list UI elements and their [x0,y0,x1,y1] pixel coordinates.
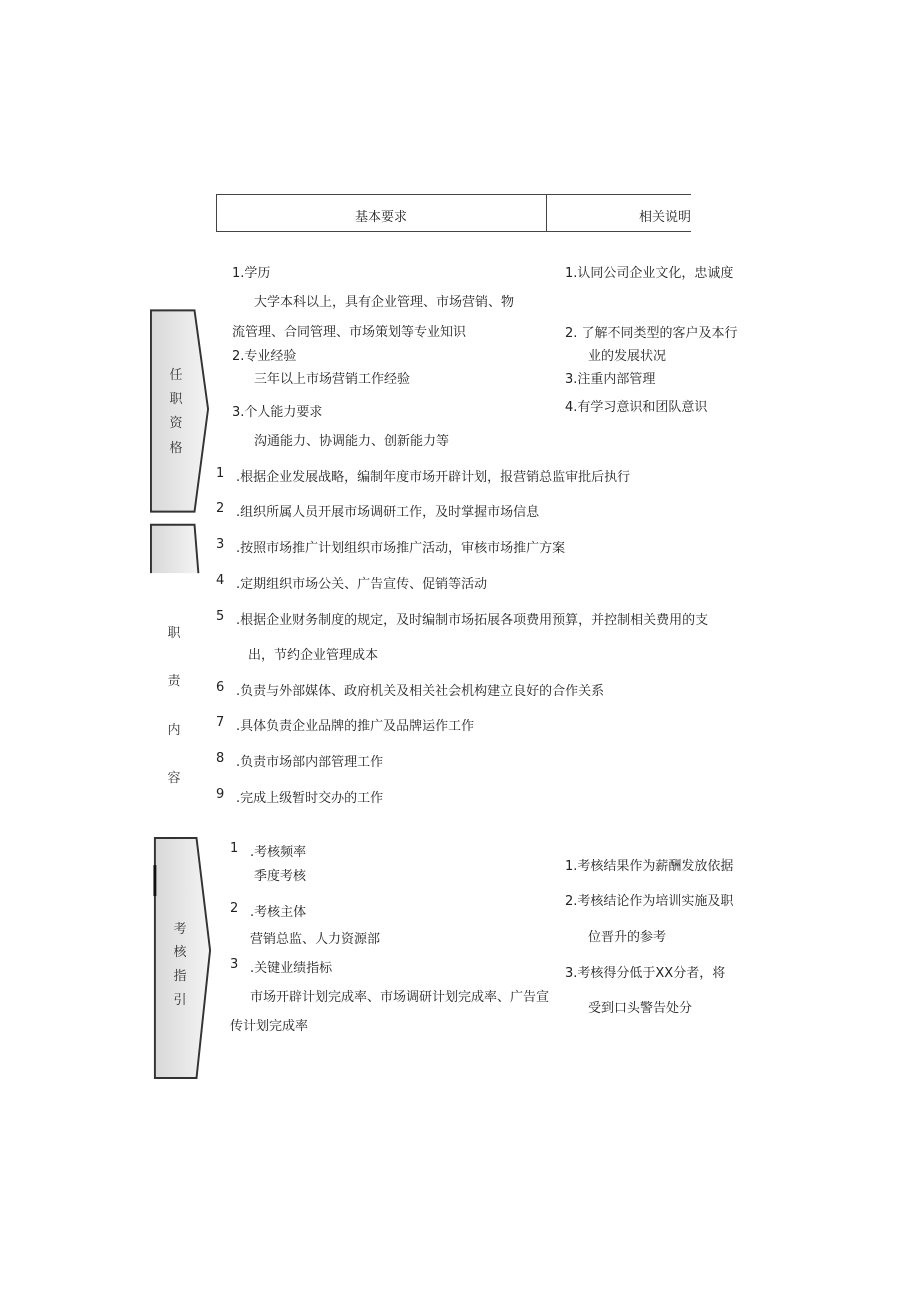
qual-experience-heading: 2.专业经验 [232,349,297,364]
duty-item-1: .根据企业发展战略，编制年度市场开辟计划，报营销总监审批后执行 [236,470,631,485]
duty-item-8: .负责市场部内部管理工作 [236,755,384,770]
assessment-tab-char-2: 核 [173,945,187,960]
qual-education-line2: 流管理、合同管理、市场策划等专业知识 [232,325,467,340]
assess-note-2: 2.考核结论作为培训实施及职 [565,894,734,909]
header-related-notes: 相关说明 [639,210,692,225]
duties-tab-char-3: 内 [167,723,181,738]
assess-kpi-heading: .关键业绩指标 [250,961,333,976]
duty-item-4: .定期组织市场公关、广告宣传、促销等活动 [236,577,488,592]
assess-frequency-heading: .考核频率 [250,845,307,860]
assess-num-2: 2 [230,901,239,916]
duty-num-1: 1 [216,466,225,481]
duty-num-2: 2 [216,501,225,516]
assessment-tab-char-3: 指 [173,969,187,984]
duty-num-8: 8 [216,751,225,766]
assess-subject-heading: .考核主体 [250,905,307,920]
qualification-tab-char-3: 资 [169,416,183,431]
header-divider [546,195,547,231]
duty-item-5-cont: 出，节约企业管理成本 [248,648,379,663]
qual-education-heading: 1.学历 [232,266,271,281]
duty-item-3: .按照市场推广计划组织市场推广活动，审核市场推广方案 [236,541,566,556]
qual-education-line1: 大学本科以上，具有企业管理、市场营销、物 [254,295,515,310]
duty-item-6: .负责与外部媒体、政府机关及相关社会机构建立良好的合作关系 [236,684,605,699]
qual-note-2-cont: 业的发展状况 [588,349,667,364]
assess-kpi-line2: 传计划完成率 [230,1019,309,1034]
assess-num-1: 1 [230,841,239,856]
assess-note-1: 1.考核结果作为薪酬发放依据 [565,859,734,874]
duty-item-2: .组织所属人员开展市场调研工作，及时掌握市场信息 [236,505,540,520]
assess-note-3-cont: 受到口头警告处分 [588,1001,693,1016]
duties-tab-char-4: 容 [167,771,181,786]
assess-note-3: 3.考核得分低于XX分者，将 [565,966,726,981]
qual-note-1: 1.认同公司企业文化，忠诚度 [565,266,734,281]
qual-note-3: 3.注重内部管理 [565,372,656,387]
duty-num-9: 9 [216,787,225,802]
assess-kpi-line1: 市场开辟计划完成率、市场调研计划完成率、广告宣 [250,990,550,1005]
assessment-tab-char-1: 考 [173,922,187,937]
duty-num-4: 4 [216,573,225,588]
assess-num-3: 3 [230,957,239,972]
qual-note-4: 4.有学习意识和团队意识 [565,400,708,415]
qual-note-2: 2. 了解不同类型的客户及本行 [565,326,738,341]
qual-ability-text: 沟通能力、协调能力、创新能力等 [254,434,450,449]
assess-note-2-cont: 位晋升的参考 [588,930,667,945]
qualification-tab-char-4: 格 [169,441,183,456]
duty-num-5: 5 [216,609,225,624]
duties-tab [150,522,210,574]
duty-item-7: .具体负责企业品牌的推广及品牌运作工作 [236,719,475,734]
qualification-tab-char-2: 职 [169,392,183,407]
assessment-tab-char-4: 引 [173,993,187,1008]
qualification-tab-char-1: 任 [169,368,183,383]
assess-frequency-text: 季度考核 [254,869,307,884]
assess-subject-text: 营销总监、人力资源部 [250,932,381,947]
qualification-tab [150,305,210,517]
duties-tab-char-1: 职 [167,626,181,641]
qual-ability-heading: 3.个人能力要求 [232,405,323,420]
duties-tab-char-2: 责 [167,674,181,689]
header-table [216,194,691,232]
duty-item-9: .完成上级暂时交办的工作 [236,791,384,806]
duty-num-7: 7 [216,715,225,730]
duty-num-6: 6 [216,680,225,695]
qual-experience-text: 三年以上市场营销工作经验 [254,372,411,387]
header-basic-requirements: 基本要求 [355,210,408,225]
duty-item-5: .根据企业财务制度的规定，及时编制市场拓展各项费用预算，并控制相关费用的支 [236,613,709,628]
duty-num-3: 3 [216,537,225,552]
